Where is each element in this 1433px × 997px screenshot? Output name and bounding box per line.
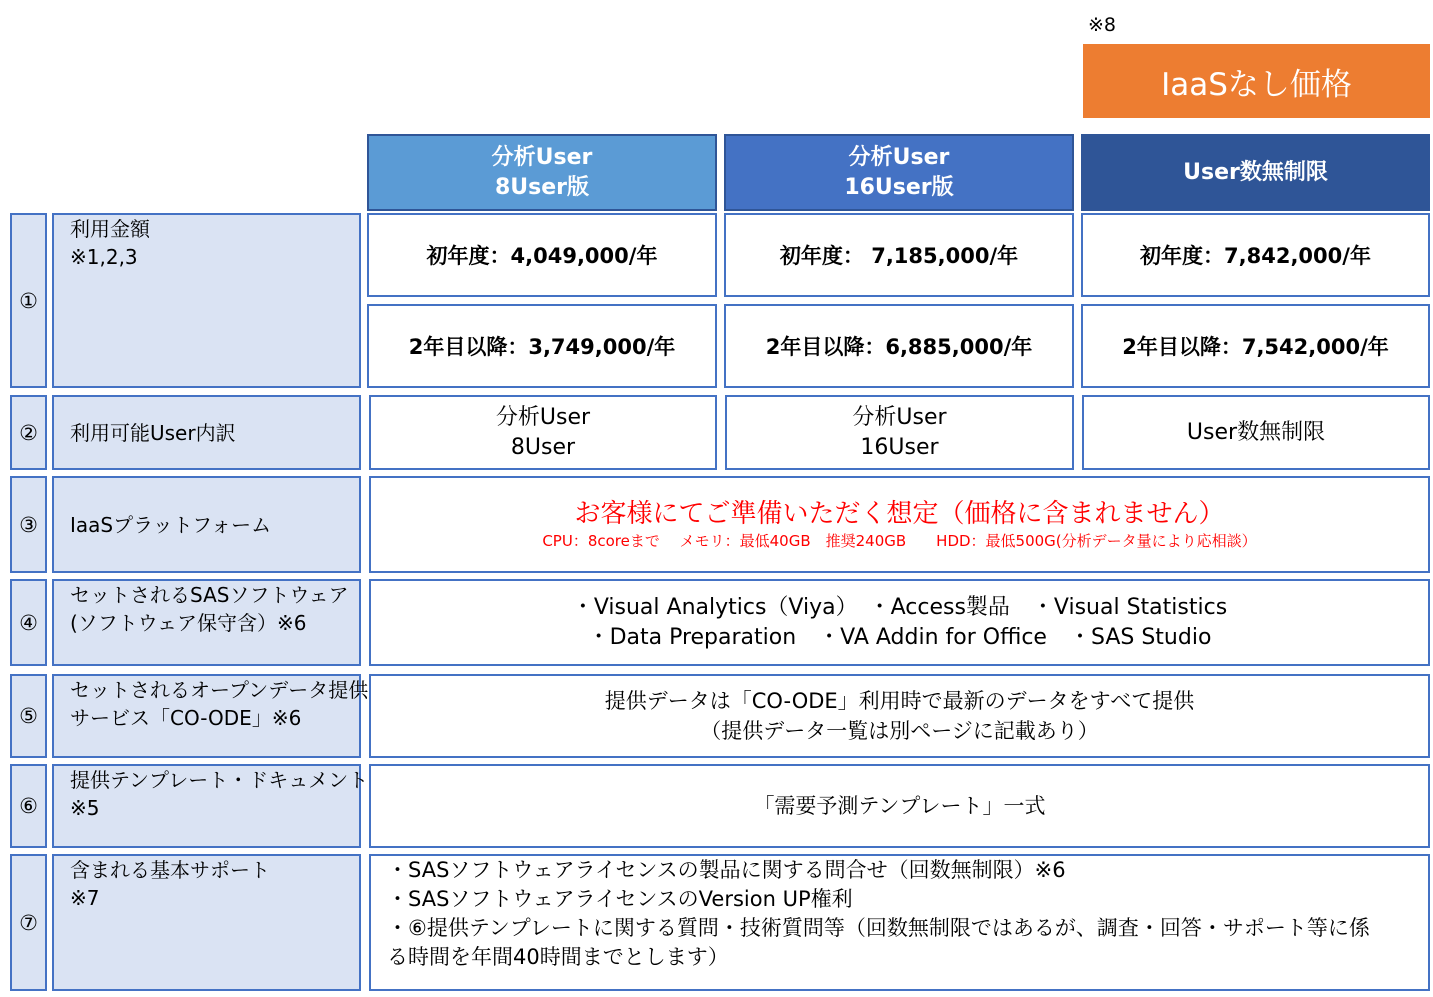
row-number-6: ⑥ [10, 764, 47, 848]
iaas-free-price-header: IaaSなし価格 [1083, 44, 1430, 118]
opendata-cell [369, 674, 1430, 758]
support-line: る時間を年間40時間までとします） [387, 945, 729, 969]
row-number-3: ③ [10, 476, 47, 573]
template-cell [369, 764, 1430, 848]
software-line: ・Visual Analytics（Viya） ・Access製品 ・Visual Statistics [571, 594, 1228, 620]
support-line: ・SASソフトウェアライセンスの製品に関する問合せ（回数無制限）※6 [387, 858, 1066, 882]
opendata-line: 提供データは「CO-ODE」利用時で最新のデータをすべて提供 [604, 689, 1195, 713]
plan-header-line: User数無制限 [1183, 159, 1328, 185]
price-second-year-8user: 2年目以降：3,749,000/年 [367, 304, 717, 388]
row-label-basic-support [52, 854, 361, 991]
plan-header-line: 16User版 [844, 174, 954, 200]
support-line: ・⑥提供テンプレートに関する質問・技術質問等（回数無制限ではあるが、調査・回答・サポート等に係 [387, 916, 1370, 940]
price-first-year-unlimited: 初年度：7,842,000/年 [1081, 213, 1430, 297]
row-number-5: ⑤ [10, 674, 47, 758]
row-label-line: セットされるオープンデータ提供 [70, 678, 369, 702]
support-cell [369, 854, 1430, 991]
price-second-year-16user: 2年目以降：6,885,000/年 [724, 304, 1074, 388]
row-label-line: サービス「CO-ODE」※6 [70, 706, 302, 730]
row-label-line: IaaSプラットフォーム [70, 512, 272, 537]
row-number-4: ④ [10, 579, 47, 666]
users-line: User数無制限 [1186, 419, 1326, 445]
row-label-sas-software [52, 579, 361, 666]
software-line: ・Data Preparation ・VA Addin for Office ・SAS Studio [587, 624, 1212, 650]
row-label-line: ※7 [70, 886, 100, 910]
row-label-line: ※1,2,3 [70, 245, 138, 269]
support-line: ・SASソフトウェアライセンスのVersion UP権利 [387, 887, 853, 911]
plan-header-unlimited [1081, 134, 1430, 211]
row-label-line: (ソフトウェア保守含）※6 [70, 611, 307, 635]
users-16user [725, 395, 1074, 470]
iaas-main-note: お客様にてご準備いただく想定（価格に含まれません） [574, 498, 1225, 529]
price-second-year-unlimited: 2年目以降：7,542,000/年 [1081, 304, 1430, 388]
opendata-line: （提供データ一覧は別ページに記載あり） [700, 719, 1099, 743]
price-first-year-8user: 初年度：4,049,000/年 [367, 213, 717, 297]
users-line: 16User [860, 434, 939, 460]
row-label-line: 提供テンプレート・ドキュメント [70, 768, 369, 792]
price-first-year-16user: 初年度： 7,185,000/年 [724, 213, 1074, 297]
row-label-available-users [52, 395, 361, 470]
users-unlimited [1082, 395, 1430, 470]
users-line: 分析User [852, 404, 947, 430]
software-cell [369, 579, 1430, 666]
plan-header-16user [724, 134, 1074, 211]
plan-header-line: 分析User [848, 144, 950, 170]
row-label-line: セットされるSASソフトウェア [70, 583, 349, 607]
users-8user [369, 395, 717, 470]
plan-header-8user [367, 134, 717, 211]
row-number-7: ⑦ [10, 854, 47, 991]
note-8: ※8 [1088, 14, 1117, 36]
row-label-usage-fee [52, 213, 361, 388]
row-label-template [52, 764, 369, 848]
row-label-open-data [52, 674, 369, 758]
row-label-iaas-platform [52, 476, 361, 573]
users-line: 分析User [495, 404, 591, 430]
row-label-line: ※5 [70, 796, 100, 820]
row-number-1: ① [10, 213, 47, 388]
plan-header-line: 分析User [491, 144, 593, 170]
plan-header-line: 8User版 [494, 174, 590, 200]
iaas-platform-cell [369, 476, 1430, 573]
row-number-2: ② [10, 395, 47, 470]
iaas-detail-note: CPU：8coreまで メモリ：最低40GB 推奨240GB HDD：最低500G(分析データ量により応相談） [542, 531, 1257, 550]
row-label-line: 含まれる基本サポート [70, 858, 270, 882]
row-label-line: 利用金額 [70, 217, 150, 241]
users-line: 8User [510, 434, 576, 460]
template-text: 「需要予測テンプレート」一式 [753, 794, 1046, 818]
row-label-line: 利用可能User内訳 [70, 420, 236, 445]
